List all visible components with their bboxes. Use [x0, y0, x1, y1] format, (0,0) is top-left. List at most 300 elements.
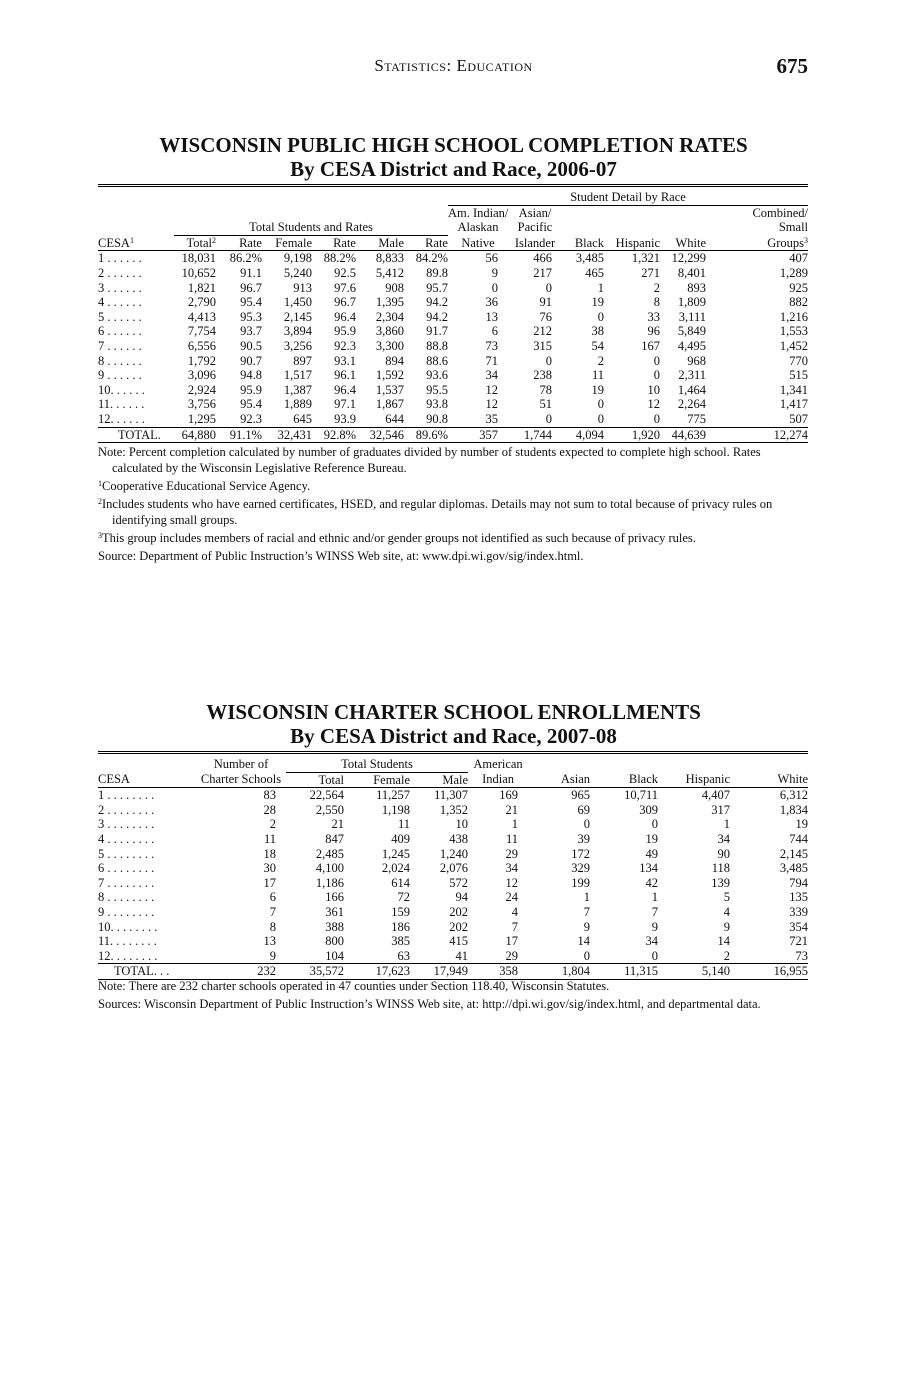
table-row [98, 905, 808, 920]
table-cell: 95.3 [240, 309, 262, 324]
row-label: 10. . . . . . [98, 382, 145, 397]
table-cell: 775 [660, 412, 706, 427]
charter-notes [98, 978, 808, 1014]
table-cell: 5,849 [677, 324, 706, 339]
table-cell: 96.1 [334, 368, 356, 383]
table-cell: 1,216 [779, 309, 809, 324]
footnote-3: $^3$This group includes members of racial and ethnic and/or gender groups not identified as such because of privacy rules. [98, 531, 696, 545]
table-cell: 0 [590, 949, 658, 964]
table-cell: 97.6 [334, 280, 356, 295]
table-cell: 32,546 [356, 427, 404, 443]
table-cell: 645 [262, 412, 312, 427]
table-row [98, 788, 808, 803]
table-cell: 1,341 [779, 382, 809, 397]
american-header: American [473, 757, 523, 772]
table-cell: 29 [468, 949, 528, 964]
table-cell: 1,889 [283, 397, 312, 412]
table-cell: 93.7 [240, 324, 262, 339]
total-row [98, 427, 808, 443]
table-cell: 8,401 [677, 265, 706, 280]
table-cell: 358 [468, 964, 528, 980]
table-cell: 3,111 [678, 309, 706, 324]
charter-table [98, 751, 808, 980]
table-row [98, 339, 808, 354]
table-cell: 12 [647, 397, 660, 412]
header-row-1 [98, 186, 808, 206]
table-cell: 644 [356, 412, 404, 427]
table-cell: 30 [263, 861, 276, 876]
header-row-4 [98, 235, 808, 251]
table-cell: 12,274 [706, 427, 808, 443]
table-cell: 7 [269, 904, 276, 919]
table-row [98, 324, 808, 339]
table-cell: 17,623 [344, 964, 410, 980]
table-cell: 42 [645, 875, 659, 890]
table-cell: 315 [533, 338, 552, 353]
table-cell: 415 [449, 934, 469, 949]
table-cell: 317 [711, 802, 731, 817]
table-cell: 9 [723, 919, 731, 934]
table-cell: 0 [651, 817, 659, 832]
am-indian-header-1: Am. Indian/ [448, 205, 509, 220]
table-cell: 0 [545, 280, 552, 295]
table-cell: 86.2% [229, 251, 262, 266]
table-cell: 9 [651, 919, 659, 934]
table-cell: 91.7 [426, 324, 448, 339]
table-cell: 4,094 [562, 427, 604, 443]
table-cell: 2,485 [315, 846, 344, 861]
table-cell: 32,431 [262, 427, 312, 443]
header-row-2 [98, 205, 808, 220]
table-cell: 309 [639, 802, 659, 817]
table-cell: 908 [385, 280, 404, 295]
table-cell: 34 [717, 831, 731, 846]
table-cell: 7 [583, 904, 591, 919]
table-cell: 24 [505, 890, 519, 905]
table-row [98, 368, 808, 383]
table-cell: 572 [449, 875, 469, 890]
table-cell: 13 [485, 309, 498, 324]
table-cell: 1,537 [375, 382, 404, 397]
row-label: 12. . . . . . [98, 411, 145, 426]
table-cell: 90.5 [240, 338, 262, 353]
table-cell: 34 [485, 368, 498, 383]
table-cell: 90 [717, 846, 731, 861]
table-cell: 238 [533, 368, 552, 383]
table-cell: 90.8 [404, 412, 448, 427]
table-cell: 11 [505, 831, 519, 846]
table-cell: 1 [597, 280, 604, 295]
table-cell: 96.4 [334, 309, 356, 324]
table-row [98, 817, 808, 832]
table-cell: 93.8 [426, 397, 448, 412]
table-cell: 95.4 [240, 397, 262, 412]
table-cell: 21 [331, 817, 344, 832]
asian-header-2: Pacific [517, 220, 553, 235]
table-cell: 94.2 [426, 309, 448, 324]
table-cell: 232 [196, 964, 286, 980]
table-cell: 19 [645, 831, 659, 846]
table-cell: 28 [263, 802, 276, 817]
table-cell: 1,295 [174, 412, 216, 427]
table-cell: 29 [505, 846, 519, 861]
row-label: 4 . . . . . . . . [98, 831, 155, 846]
table-cell: 93.9 [312, 412, 356, 427]
rate-header: Rate [312, 235, 356, 251]
table-cell: 6 [269, 890, 276, 905]
table-cell: 2 [269, 817, 276, 832]
charter-schools-header: Charter Schools [196, 772, 286, 788]
table-cell: 14 [577, 934, 591, 949]
table-cell: 0 [508, 412, 562, 427]
table-cell: 10 [647, 382, 660, 397]
table-cell: 10,652 [181, 265, 216, 280]
table-cell: 8 [653, 295, 660, 310]
white-header: White [660, 235, 706, 251]
table-cell: 2 [658, 949, 730, 964]
table-cell: 49 [645, 846, 659, 861]
table-cell: 94 [455, 890, 469, 905]
cesa-header: CESA$^1$ [98, 235, 174, 251]
charter-title: WISCONSIN CHARTER SCHOOL ENROLLMENTS [206, 700, 701, 724]
table-cell: 38 [591, 324, 604, 339]
table-cell: 407 [789, 251, 809, 266]
total-header: Total [286, 772, 344, 788]
table-cell: 33 [647, 309, 660, 324]
male-header: Male [356, 235, 404, 251]
row-label: 6 . . . . . . [98, 324, 142, 339]
table-cell: 5,412 [375, 265, 404, 280]
table-cell: 95.9 [240, 382, 262, 397]
table-cell: 4 [723, 904, 731, 919]
table-cell: 94.8 [240, 368, 262, 383]
table-cell: 1,321 [631, 251, 660, 266]
table-cell: 12 [505, 875, 519, 890]
table-cell: 770 [789, 353, 809, 368]
table-cell: 12 [485, 382, 498, 397]
table-cell: 9 [196, 949, 286, 964]
table-cell: 11 [591, 368, 604, 383]
table-cell: 36 [485, 295, 498, 310]
table-cell: 1,387 [283, 382, 312, 397]
hispanic-header: Hispanic [604, 235, 660, 251]
cesa-header: CESA [98, 772, 196, 788]
table-cell: 54 [591, 338, 604, 353]
table-row [98, 890, 808, 905]
table-cell: 1 [651, 890, 659, 905]
table-cell: 83 [263, 788, 276, 803]
table-cell: 894 [385, 353, 404, 368]
rate-header: Rate [404, 235, 448, 251]
row-label: 10. . . . . . . . [98, 919, 158, 934]
rate-header: Rate [216, 235, 262, 251]
table-cell: 41 [410, 949, 468, 964]
row-label: 2 . . . . . . [98, 265, 142, 280]
table-cell: 3,300 [375, 338, 404, 353]
table-cell: 95.5 [426, 382, 448, 397]
table-cell: 0 [597, 309, 604, 324]
table-cell: 5,240 [283, 265, 312, 280]
table-cell: 134 [639, 861, 659, 876]
table-row [98, 934, 808, 949]
am-indian-header-2: Alaskan [457, 220, 499, 235]
table-cell: 56 [485, 251, 498, 266]
table-cell: 1,821 [187, 280, 216, 295]
table-cell: 2,264 [677, 397, 706, 412]
row-label: 6 . . . . . . . . [98, 861, 155, 876]
table-cell: 965 [571, 788, 591, 803]
table-cell: 34 [645, 934, 659, 949]
table-cell: 91.1% [216, 427, 262, 443]
table-cell: 1,186 [315, 875, 344, 890]
table-cell: 1,867 [375, 397, 404, 412]
table-cell: 9,198 [283, 251, 312, 266]
table-cell: 51 [539, 397, 552, 412]
table-cell: 8 [269, 919, 276, 934]
female-header: Female [344, 772, 410, 788]
completion-notes [98, 444, 808, 566]
table-cell: 5,140 [658, 964, 730, 980]
table-row [98, 832, 808, 847]
row-label: 8 . . . . . . [98, 353, 142, 368]
footnote-1: $^1$Cooperative Educational Service Agency. [98, 479, 311, 493]
table-cell: 96.7 [334, 295, 356, 310]
black-header: Black [562, 235, 604, 251]
table-cell: 1,517 [283, 368, 312, 383]
table-row [98, 383, 808, 398]
table-cell: 2,304 [375, 309, 404, 324]
table-cell: 17,949 [410, 964, 468, 980]
footnote-2: $^2$Includes students who have earned certificates, HSED, and regular diplomas. Details may not sum to total because of privacy rules on identifying small groups. [98, 497, 773, 527]
table-cell: 409 [391, 831, 410, 846]
table-row [98, 281, 808, 296]
table-cell: 465 [585, 265, 604, 280]
row-label: TOTAL. . . [98, 964, 196, 980]
table-cell: 3,096 [187, 368, 216, 383]
table-cell: 34 [505, 861, 519, 876]
table-cell: 3,485 [779, 861, 809, 876]
completion-table [98, 184, 808, 443]
table-cell: 361 [325, 904, 344, 919]
row-label: 7 . . . . . . [98, 338, 142, 353]
table-cell: 11,257 [376, 788, 410, 803]
table-cell: 91 [539, 295, 552, 310]
table-cell: 4,407 [701, 788, 731, 803]
table-cell: 515 [789, 368, 809, 383]
table-cell: 897 [293, 353, 312, 368]
table-cell: 8,833 [375, 251, 404, 266]
table-cell: 1,352 [439, 802, 469, 817]
completion-subtitle: By CESA District and Race, 2006-07 [290, 157, 617, 181]
total-students-header: Total Students [286, 753, 468, 773]
total-header: Total$^2$ [174, 235, 216, 251]
table-cell: 9 [583, 919, 591, 934]
charter-header-row-1 [98, 753, 808, 773]
page-number: 675 [776, 54, 808, 78]
table-cell: 12,299 [671, 251, 706, 266]
table-cell: 800 [325, 934, 344, 949]
row-label: 11. . . . . . . . [98, 934, 157, 949]
black-header: Black [590, 772, 658, 788]
table-cell: 69 [577, 802, 591, 817]
table-cell: 17 [505, 934, 519, 949]
table-cell: 95.4 [240, 295, 262, 310]
table-row [98, 876, 808, 891]
table-cell: 159 [391, 904, 410, 919]
hispanic-header: Hispanic [658, 772, 730, 788]
table-cell: 1,792 [187, 353, 216, 368]
row-label: 9 . . . . . . . . [98, 904, 155, 919]
table-row [98, 920, 808, 935]
table-cell: 11,315 [590, 964, 658, 980]
table-cell: 6 [491, 324, 498, 339]
table-cell: 0 [604, 412, 660, 427]
table-cell: 97.1 [334, 397, 356, 412]
table-cell: 73 [485, 338, 498, 353]
table-cell: 0 [583, 817, 591, 832]
table-cell: 88.8 [426, 338, 448, 353]
number-of-header: Number of [213, 757, 269, 772]
table-cell: 794 [789, 875, 809, 890]
table-cell: 95.9 [334, 324, 356, 339]
table-cell: 10 [455, 817, 469, 832]
table-cell: 0 [597, 397, 604, 412]
completion-source: Source: Department of Public Instruction’s WINSS Web site, at: www.dpi.wi.gov/sig/index.html. [98, 549, 584, 563]
total-students-rates-header: Total Students and Rates [174, 220, 448, 235]
table-cell: 3,756 [187, 397, 216, 412]
row-label: 2 . . . . . . . . [98, 802, 155, 817]
table-cell: 64,880 [174, 427, 216, 443]
table-cell: 4,495 [677, 338, 706, 353]
row-label: 3 . . . . . . [98, 280, 142, 295]
table-cell: 104 [286, 949, 344, 964]
table-cell: 12 [485, 397, 498, 412]
table-cell: 212 [533, 324, 552, 339]
table-cell: 2,924 [187, 382, 216, 397]
table-cell: 271 [641, 265, 660, 280]
table-cell: 466 [533, 251, 552, 266]
table-cell: 71 [485, 353, 498, 368]
table-cell: 0 [562, 412, 604, 427]
table-cell: 96.7 [240, 280, 262, 295]
table-cell: 166 [325, 890, 344, 905]
table-cell: 11,307 [434, 788, 469, 803]
table-cell: 169 [499, 788, 519, 803]
table-cell: 1,744 [508, 427, 562, 443]
table-cell: 92.5 [334, 265, 356, 280]
asian-header-1: Asian/ [518, 205, 552, 220]
table-cell: 89.6% [404, 427, 448, 443]
table-row [98, 397, 808, 412]
white-header: White [730, 772, 808, 788]
row-label: TOTAL. [98, 427, 174, 443]
table-cell: 22,564 [309, 788, 344, 803]
table-cell: 96.4 [334, 382, 356, 397]
table-cell: 339 [789, 904, 809, 919]
table-cell: 73 [730, 949, 808, 964]
table-cell: 17 [263, 875, 276, 890]
table-cell: 167 [641, 338, 660, 353]
table-cell: 89.8 [426, 265, 448, 280]
table-cell: 4 [511, 904, 519, 919]
charter-note: Note: There are 232 charter schools operated in 47 counties under Section 118.40, Wisconsin Statutes. [98, 979, 610, 993]
table-cell: 1,452 [779, 338, 809, 353]
table-cell: 1,464 [677, 382, 706, 397]
table-cell: 2,145 [283, 309, 312, 324]
table-cell: 3,256 [283, 338, 312, 353]
table-cell: 1,450 [283, 295, 312, 310]
table-cell: 1,804 [528, 964, 590, 980]
table-cell: 14 [717, 934, 731, 949]
table-row [98, 295, 808, 310]
table-cell: 1,245 [381, 846, 410, 861]
table-row [98, 949, 808, 964]
table-cell: 1,240 [439, 846, 469, 861]
table-cell: 438 [449, 831, 469, 846]
table-row [98, 354, 808, 369]
table-cell: 1,289 [779, 265, 809, 280]
table-cell: 92.3 [216, 412, 262, 427]
table-cell: 92.8% [312, 427, 356, 443]
table-row [98, 266, 808, 281]
table-row [98, 310, 808, 325]
table-cell: 2,145 [779, 846, 809, 861]
table-cell: 913 [293, 280, 312, 295]
table-cell: 1,553 [779, 324, 809, 339]
table-cell: 0 [491, 280, 498, 295]
table-cell: 88.2% [323, 251, 356, 266]
table-cell: 1,809 [677, 295, 706, 310]
row-label: 5 . . . . . . [98, 309, 142, 324]
male-header: Male [410, 772, 468, 788]
header-row-3 [98, 220, 808, 235]
table-cell: 35 [448, 412, 508, 427]
table-cell: 2,311 [678, 368, 706, 383]
table-cell: 1,417 [779, 397, 809, 412]
table-cell: 354 [789, 919, 809, 934]
table-cell: 39 [577, 831, 591, 846]
table-row [98, 847, 808, 862]
asian-header-3: Islander [508, 235, 562, 251]
table-cell: 1,395 [375, 295, 404, 310]
row-label: 3 . . . . . . . . [98, 817, 155, 832]
table-cell: 2 [653, 280, 660, 295]
table-cell: 95.7 [426, 280, 448, 295]
table-cell: 893 [687, 280, 706, 295]
combined-header-3: Groups$^3$ [706, 235, 808, 251]
combined-header-2: Small [778, 220, 809, 235]
completion-title: WISCONSIN PUBLIC HIGH SCHOOL COMPLETION RATES [159, 133, 748, 157]
table-cell: 91.1 [240, 265, 262, 280]
running-head: Statistics: Education [374, 56, 533, 75]
table-cell: 76 [539, 309, 552, 324]
row-label: 4 . . . . . . [98, 295, 142, 310]
table-cell: 744 [789, 831, 809, 846]
table-row [98, 251, 808, 266]
table-cell: 78 [539, 382, 552, 397]
table-cell: 202 [449, 904, 469, 919]
table-cell: 847 [325, 831, 344, 846]
charter-subtitle: By CESA District and Race, 2007-08 [290, 724, 617, 748]
table-row [98, 412, 808, 427]
table-cell: 0 [653, 368, 660, 383]
table-cell: 7 [511, 919, 519, 934]
table-cell: 1 [511, 817, 519, 832]
table-cell: 968 [687, 353, 706, 368]
table-cell: 90.7 [240, 353, 262, 368]
asian-header: Asian [528, 772, 590, 788]
table-cell: 3,894 [283, 324, 312, 339]
